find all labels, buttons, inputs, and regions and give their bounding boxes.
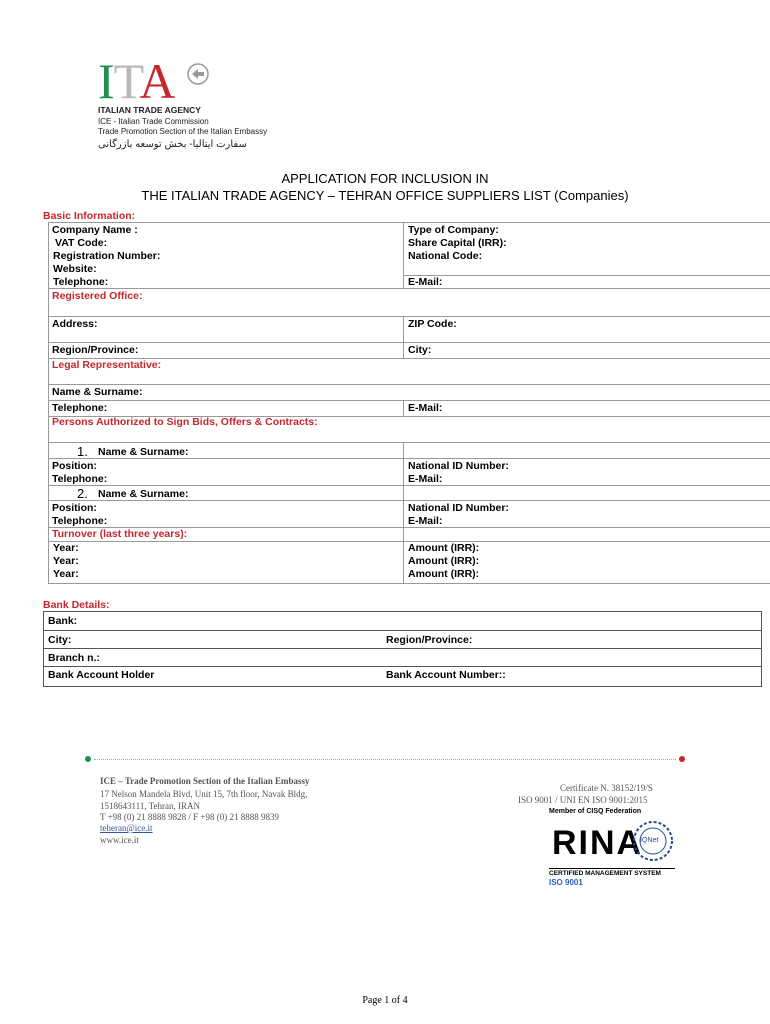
address-field[interactable]: Address: xyxy=(52,318,98,330)
type-of-company-field[interactable]: Type of Company: xyxy=(408,224,499,236)
person-1-national-id-field[interactable]: National ID Number: xyxy=(408,460,509,472)
person-1-telephone-field[interactable]: Telephone: xyxy=(52,473,108,485)
share-capital-field[interactable]: Share Capital (IRR): xyxy=(408,237,507,249)
ice-line: ICE - Italian Trade Commission xyxy=(98,117,209,126)
footer-org: ICE – Trade Promotion Section of the Italian Embassy xyxy=(100,776,310,786)
turnover-year-2-field[interactable]: Year: xyxy=(53,555,79,567)
iso-badge: ISO 9001 xyxy=(549,878,583,887)
basic-info-heading: Basic Information: xyxy=(43,210,136,222)
footer-web[interactable]: www.ice.it xyxy=(100,835,139,845)
person-2-telephone-field[interactable]: Telephone: xyxy=(52,515,108,527)
turnover-amount-3-field[interactable]: Amount (IRR): xyxy=(408,568,480,580)
person-1-number: 1. xyxy=(77,444,88,459)
turnover-year-1-field[interactable]: Year: xyxy=(53,542,79,554)
legal-rep-email-field[interactable]: E-Mail: xyxy=(408,402,443,414)
footer-phone: T +98 (0) 21 8888 9828 / F +98 (0) 21 8888 9839 xyxy=(100,812,279,822)
bank-heading: Bank Details: xyxy=(43,599,110,611)
telephone-field[interactable]: Telephone: xyxy=(53,276,109,288)
city-field[interactable]: City: xyxy=(408,344,432,356)
cisq-member: Member of CISQ Federation xyxy=(549,808,642,815)
region-field[interactable]: Region/Province: xyxy=(52,344,139,356)
red-dot xyxy=(679,756,685,762)
turnover-year-3-field[interactable]: Year: xyxy=(53,568,79,580)
registered-office-heading: Registered Office: xyxy=(52,290,143,302)
footer-address-2: 1518643111, Tehran, IRAN xyxy=(100,801,201,811)
title-line-1: APPLICATION FOR INCLUSION IN xyxy=(281,171,489,186)
person-2-position-field[interactable]: Position: xyxy=(52,502,97,514)
vat-code-field[interactable]: VAT Code: xyxy=(55,237,108,249)
persian-line: سفارت ایتالیا- بخش توسعه بازرگانی xyxy=(98,139,247,150)
cert-system: CERTIFIED MANAGEMENT SYSTEM xyxy=(549,870,661,877)
legal-rep-heading: Legal Representative: xyxy=(52,359,162,371)
rina-logo: RINA xyxy=(552,824,644,862)
company-name-field[interactable]: Company Name : xyxy=(52,224,138,236)
ita-emblem-icon xyxy=(186,62,210,86)
iso-standard: ISO 9001 / UNI EN ISO 9001:2015 xyxy=(518,795,648,805)
person-1-name-field[interactable]: Name & Surname: xyxy=(98,446,189,458)
authorized-heading: Persons Authorized to Sign Bids, Offers & Contracts: xyxy=(52,416,318,428)
footer-address-1: 17 Nelson Mandela Blvd, Unit 15, 7th floor, Navak Bldg, xyxy=(100,789,308,799)
national-code-field[interactable]: National Code: xyxy=(408,250,483,262)
person-2-name-field[interactable]: Name & Surname: xyxy=(98,488,189,500)
bank-city-field[interactable]: City: xyxy=(48,634,72,646)
person-2-email-field[interactable]: E-Mail: xyxy=(408,515,443,527)
branch-field[interactable]: Branch n.: xyxy=(48,652,100,664)
logo-letter-a: A xyxy=(139,53,175,109)
person-1-position-field[interactable]: Position: xyxy=(52,460,97,472)
legal-rep-telephone-field[interactable]: Telephone: xyxy=(52,402,108,414)
turnover-heading: Turnover (last three years): xyxy=(52,528,188,540)
logo-letter-i: I xyxy=(98,53,114,109)
certificate-number: Certificate N. 38152/19/S xyxy=(560,783,653,793)
iqnet-label: IQNet xyxy=(640,837,659,844)
title-line-2: THE ITALIAN TRADE AGENCY – TEHRAN OFFICE SUPPLIERS LIST (Companies) xyxy=(141,188,629,203)
account-number-field[interactable]: Bank Account Number:: xyxy=(386,669,506,681)
green-dot xyxy=(85,756,91,762)
ita-logo xyxy=(98,53,175,109)
person-2-national-id-field[interactable]: National ID Number: xyxy=(408,502,509,514)
person-2-number: 2. xyxy=(77,486,88,501)
section-line: Trade Promotion Section of the Italian Embassy xyxy=(98,127,268,136)
page-number: Page 1 of 4 xyxy=(362,995,408,1006)
turnover-amount-2-field[interactable]: Amount (IRR): xyxy=(408,555,480,567)
footer-divider xyxy=(94,759,676,760)
bank-field[interactable]: Bank: xyxy=(48,615,78,627)
agency-name: ITALIAN TRADE AGENCY xyxy=(98,105,201,115)
account-holder-field[interactable]: Bank Account Holder xyxy=(48,669,155,681)
zip-code-field[interactable]: ZIP Code: xyxy=(408,318,457,330)
logo-letter-t: T xyxy=(113,53,140,109)
person-1-email-field[interactable]: E-Mail: xyxy=(408,473,443,485)
email-field[interactable]: E-Mail: xyxy=(408,276,443,288)
turnover-amount-1-field[interactable]: Amount (IRR): xyxy=(408,542,480,554)
bank-region-field[interactable]: Region/Province: xyxy=(386,634,473,646)
website-field[interactable]: Website: xyxy=(53,263,97,275)
registration-number-field[interactable]: Registration Number: xyxy=(53,250,161,262)
legal-rep-name-field[interactable]: Name & Surname: xyxy=(52,386,143,398)
footer-email-link[interactable]: teheran@ice.it xyxy=(100,823,153,833)
